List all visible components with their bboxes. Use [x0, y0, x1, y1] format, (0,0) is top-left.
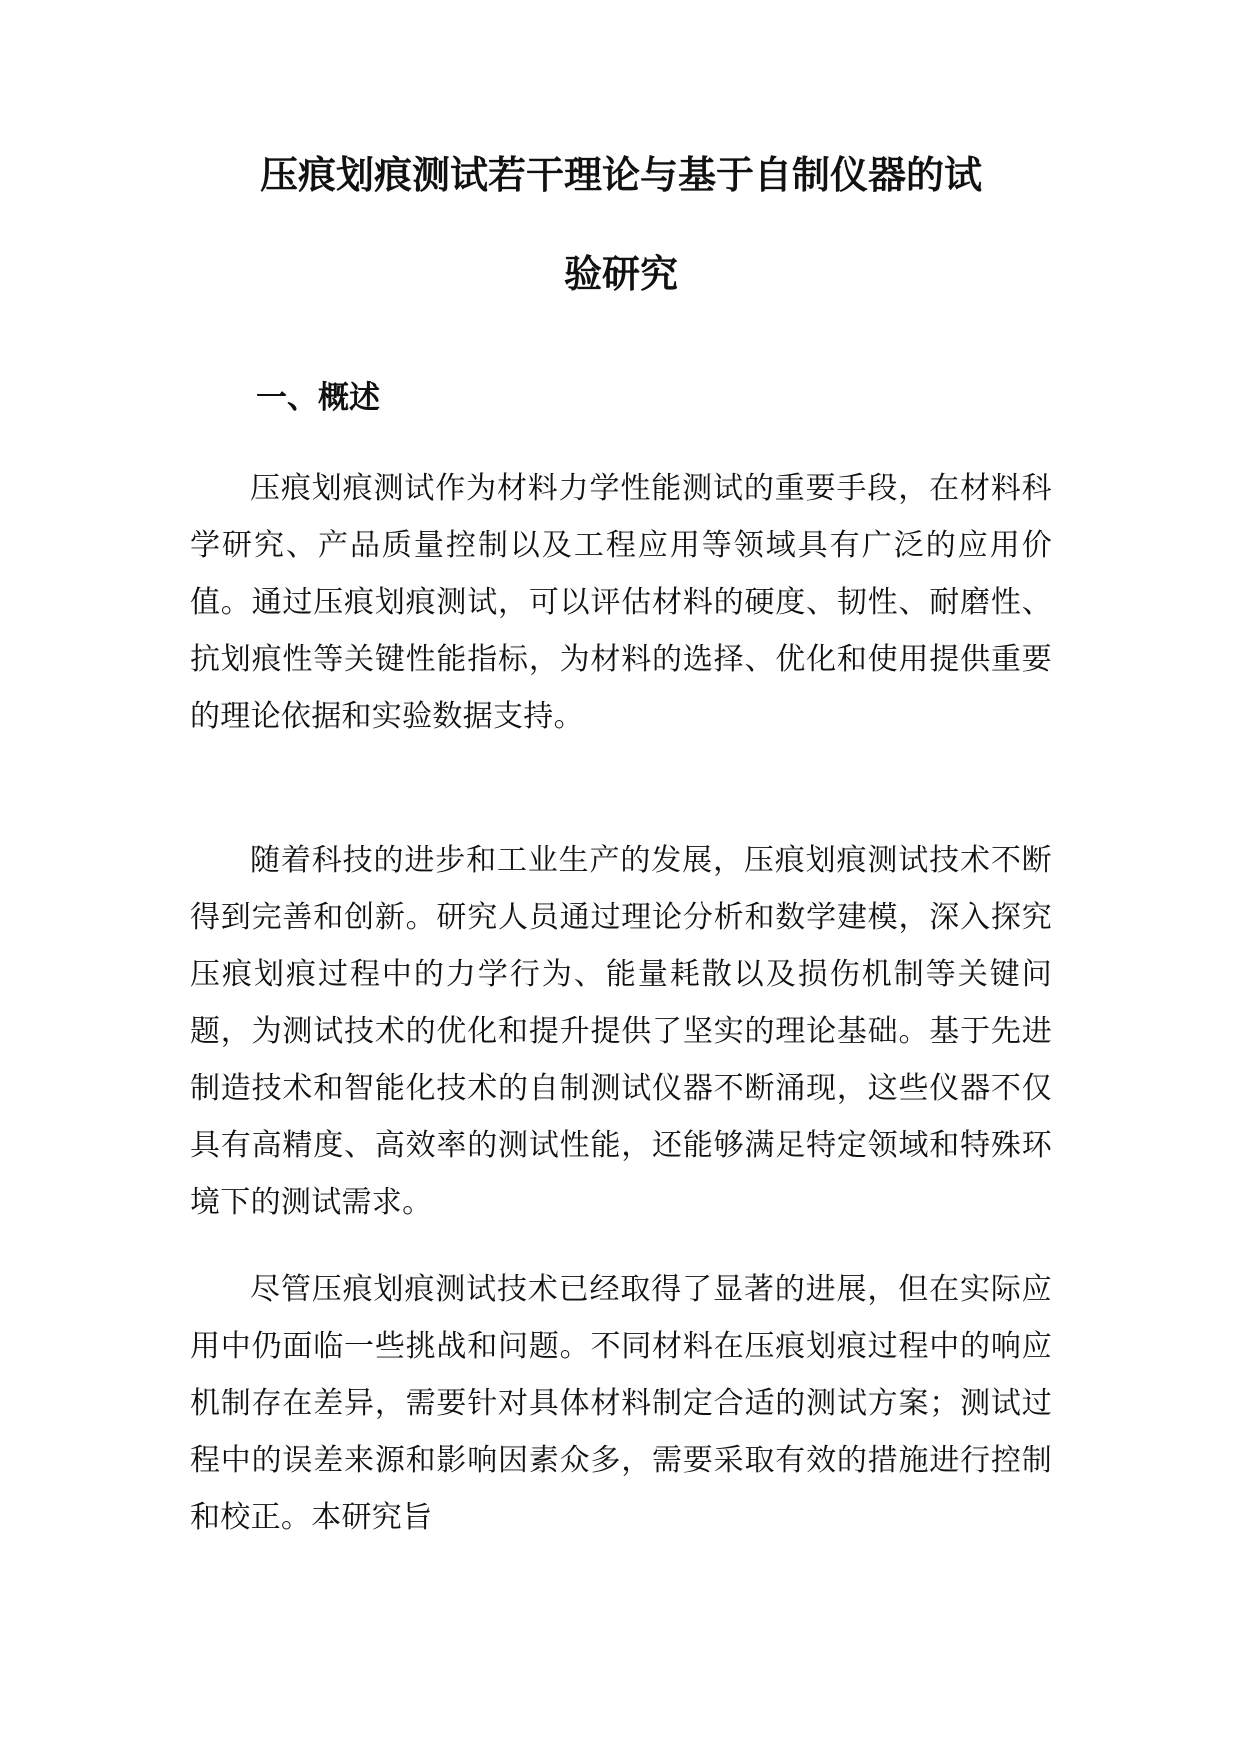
paragraph-2: 随着科技的进步和工业生产的发展，压痕划痕测试技术不断得到完善和创新。研究人员通过理论分析和数学建模，深入探究压痕划痕过程中的力学行为、能量耗散以及损伤机制等关键问题，为测试技术的优化和提升提供了坚实的理论基础。基于先进制造技术和智能化技术的自制测试仪器不断涌现，这些仪器不仅具有高精度、高效率的测试性能，还能够满足特定领域和特殊环境下的测试需求。: [190, 843, 1052, 1220]
document-title-line-1: 压痕划痕测试若干理论与基于自制仪器的试: [259, 153, 982, 197]
document-title-line-2: 验研究: [563, 252, 678, 296]
paragraph-1: 压痕划痕测试作为材料力学性能测试的重要手段，在材料科学研究、产品质量控制以及工程应用等领域具有广泛的应用价值。通过压痕划痕测试，可以评估材料的硬度、韧性、耐磨性、抗划痕性等关键性能指标，为材料的选择、优化和使用提供重要的理论依据和实验数据支持。: [190, 471, 1052, 734]
paragraph-3: 尽管压痕划痕测试技术已经取得了显著的进展，但在实际应用中仍面临一些挑战和问题。不同材料在压痕划痕过程中的响应机制存在差异，需要针对具体材料制定合适的测试方案；测试过程中的误差来源和影响因素众多，需要采取有效的措施进行控制和校正。本研究旨: [190, 1272, 1052, 1535]
section-heading-overview: 一、概述: [256, 380, 380, 416]
